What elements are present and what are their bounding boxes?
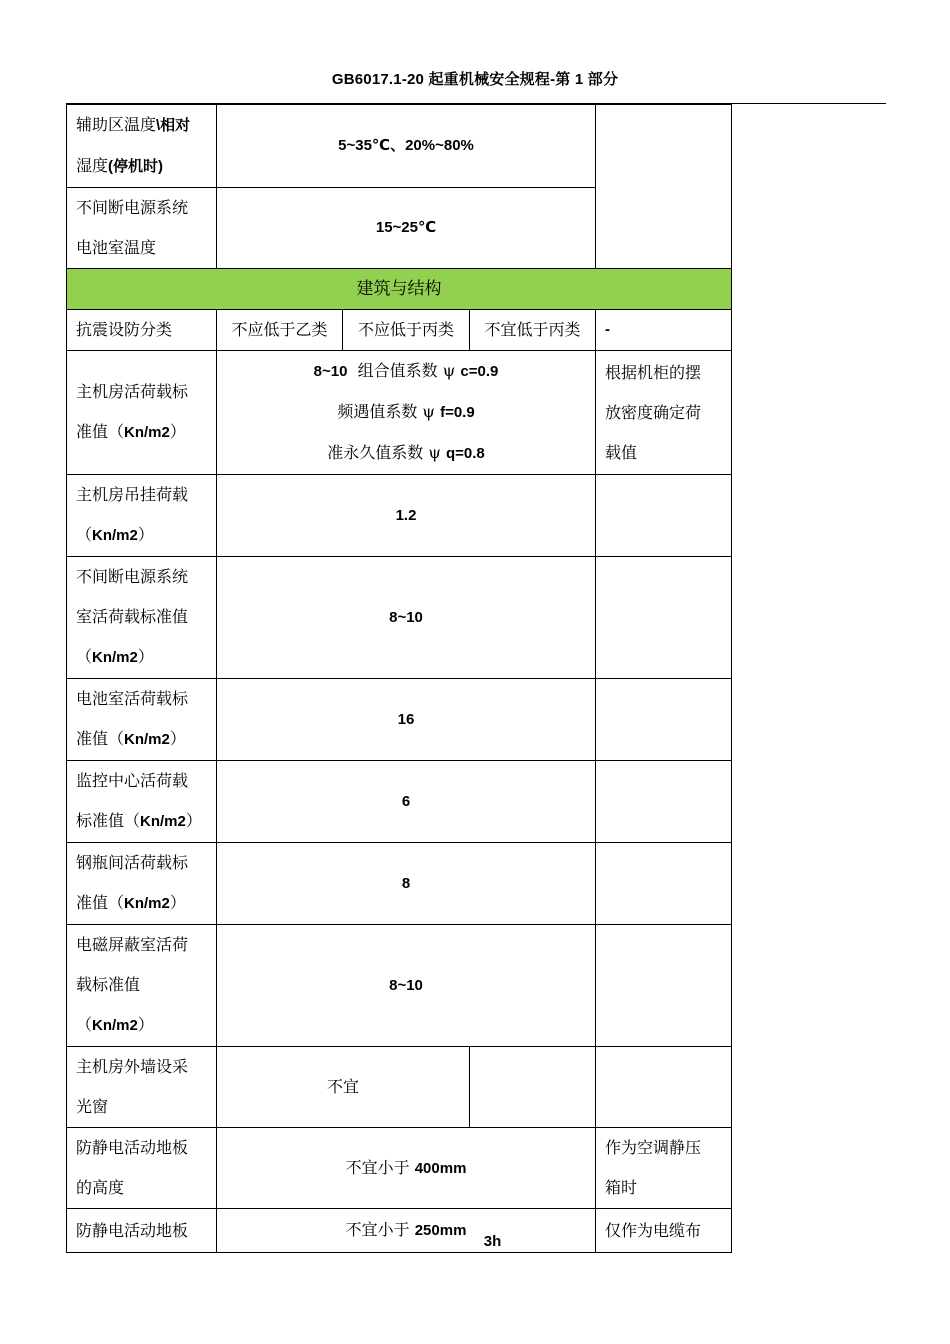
row-label: 主机房活荷载标 准值（Kn/m2）	[67, 351, 217, 475]
spec-table	[66, 104, 732, 1253]
row-label: 主机房吊挂荷载 （Kn/m2）	[67, 475, 217, 557]
page-header: GB6017.1-20 起重机械安全规程-第 1 部分	[331, 71, 619, 88]
row-label: 主机房外墙设采 光窗	[67, 1047, 217, 1128]
row-value: 8~10	[217, 557, 596, 679]
page-number: 3h	[483, 1233, 502, 1250]
row-note	[596, 843, 732, 925]
row-label: 辅助区温度\相对 湿度(停机时)	[67, 105, 217, 188]
row-label: 防静电活动地板 的高度	[67, 1128, 217, 1209]
row-value: 不宜小于 250mm	[217, 1209, 596, 1253]
row-value: 8~10 组合值系数 ψ c=0.9 频遇值系数 ψ f=0.9 准永久值系数 ψ q=0.8	[217, 351, 596, 475]
row-note	[596, 557, 732, 679]
row-label: 电磁屏蔽室活荷 载标准值 （Kn/m2）	[67, 925, 217, 1047]
row-label: 电池室活荷载标 准值（Kn/m2）	[67, 679, 217, 761]
row-value: 1.2	[217, 475, 596, 557]
section-title: 建筑与结构	[67, 269, 732, 310]
table-row	[67, 761, 732, 843]
row-note	[596, 475, 732, 557]
table-row	[67, 310, 732, 351]
row-note	[596, 761, 732, 843]
row-value: 15~25℃	[217, 188, 596, 269]
row-value: 不应低于丙类	[343, 310, 470, 351]
row-label: 监控中心活荷载 标准值（Kn/m2）	[67, 761, 217, 843]
row-note	[596, 679, 732, 761]
table-row	[67, 1128, 732, 1209]
row-note	[596, 105, 732, 269]
row-label: 抗震设防分类	[67, 310, 217, 351]
row-label: 防静电活动地板	[67, 1209, 217, 1253]
table-row	[67, 1047, 732, 1128]
row-value: 不宜低于丙类	[470, 310, 596, 351]
row-label: 不间断电源系统 电池室温度	[67, 188, 217, 269]
table-row	[67, 351, 732, 475]
row-value: 8	[217, 843, 596, 925]
row-value: 不宜	[217, 1047, 470, 1128]
table-row	[67, 105, 732, 188]
row-value: 不应低于乙类	[217, 310, 343, 351]
row-note: 作为空调静压 箱时	[596, 1128, 732, 1209]
table-row	[67, 679, 732, 761]
table-row	[67, 557, 732, 679]
row-note	[596, 1047, 732, 1128]
row-value: 16	[217, 679, 596, 761]
row-note: -	[596, 310, 732, 351]
row-value: 5~35℃、20%~80%	[217, 105, 596, 188]
row-value: 6	[217, 761, 596, 843]
row-label: 不间断电源系统 室活荷载标准值 （Kn/m2）	[67, 557, 217, 679]
table-row	[67, 843, 732, 925]
row-note: 根据机柜的摆 放密度确定荷 载值	[596, 351, 732, 475]
row-note	[596, 925, 732, 1047]
row-label: 钢瓶间活荷载标 准值（Kn/m2）	[67, 843, 217, 925]
table-row	[67, 475, 732, 557]
row-note: 仅作为电缆布	[596, 1209, 732, 1253]
table-row	[67, 925, 732, 1047]
section-row	[67, 269, 732, 310]
row-value: 8~10	[217, 925, 596, 1047]
row-value: 不宜小于 400mm	[217, 1128, 596, 1209]
row-value-empty	[470, 1047, 596, 1128]
